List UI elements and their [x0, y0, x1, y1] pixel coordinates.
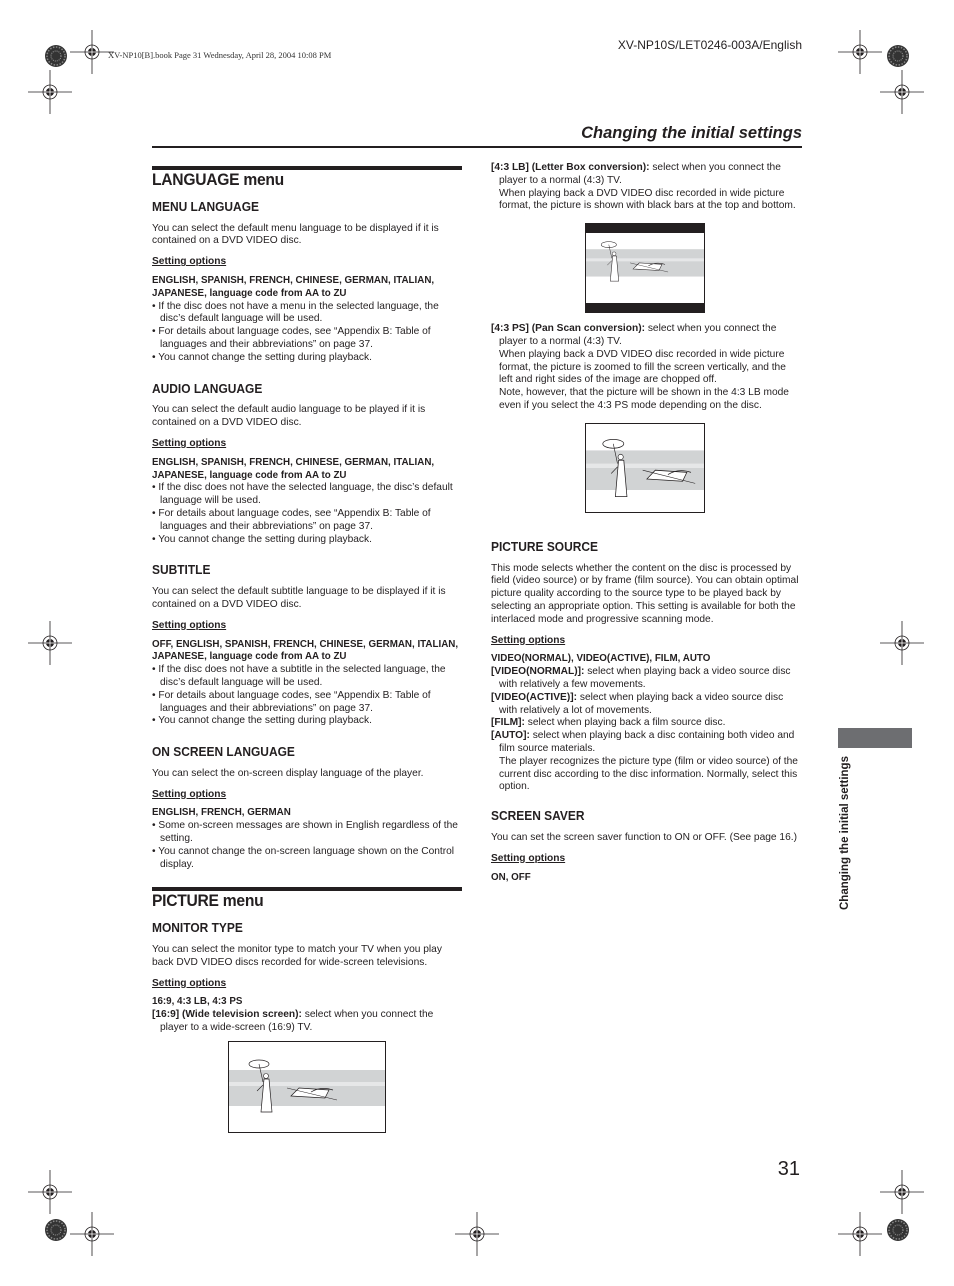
option-term: [AUTO]: — [491, 730, 530, 742]
list-item: • You cannot change the setting during playback. — [152, 352, 462, 365]
screen-saver-title: SCREEN SAVER — [491, 808, 585, 824]
option-description: select when you connect the player to a normal (4:3) TV. — [499, 323, 777, 347]
wide-screen-illustration — [228, 1041, 386, 1133]
on-screen-language-body: You can select the on-screen display language of the player. — [152, 767, 424, 779]
option-term: [4:3 PS] (Pan Scan conversion): — [491, 323, 645, 335]
audio-language-section — [152, 380, 462, 547]
option-term: [VIDEO(ACTIVE)]: — [491, 691, 578, 703]
on-screen-language-title: ON SCREEN LANGUAGE — [152, 744, 295, 760]
setting-options-heading: Setting options — [152, 788, 227, 800]
audio-language-body: You can select the default audio language to be played if it is contained on a DVD VIDEO disc. — [152, 404, 426, 429]
list-item: • For details about language codes, see “Appendix B: Table of languages and their abbreviations” on page 37. — [152, 508, 462, 534]
setting-options-values: 16:9, 4:3 LB, 4:3 PS — [152, 996, 243, 1008]
setting-options-heading: Setting options — [152, 619, 227, 631]
file-info: XV-NP10[B].book Page 31 Wednesday, April 28, 2004 10:08 PM — [108, 50, 332, 60]
subtitle-section — [152, 564, 462, 728]
list-item: • You cannot change the setting during playback. — [152, 715, 462, 728]
setting-options-heading: Setting options — [491, 634, 566, 646]
running-title: Changing the initial settings — [581, 124, 802, 142]
option-term: [VIDEO(NORMAL)]: — [491, 666, 585, 678]
list-item — [491, 666, 801, 692]
left-column — [152, 166, 462, 1133]
setting-options-heading: Setting options — [152, 256, 227, 268]
setting-options-heading: Setting options — [491, 852, 566, 864]
on-screen-language-section — [152, 746, 462, 871]
monitor-type-option-4-3-lb — [491, 162, 801, 213]
monitor-type-body: You can select the monitor type to match your TV when you play back DVD VIDEO discs recorded for wide-screen televisions. — [152, 944, 442, 968]
option-description: select when playing back a video source disc with relatively a lot of movements. — [499, 691, 784, 716]
setting-options-values: OFF, ENGLISH, SPANISH, FRENCH, CHINESE, GERMAN, ITALIAN, JAPANESE, language code from AA to ZU — [152, 638, 459, 663]
subtitle-title: SUBTITLE — [152, 562, 211, 578]
list-item: • For details about language codes, see “Appendix B: Table of languages and their abbreviations” on page 37. — [152, 326, 462, 352]
list-item: • You cannot change the on-screen language shown on the Control display. — [152, 846, 462, 872]
screen-saver-section — [491, 810, 801, 884]
setting-options-values: ON, OFF — [491, 871, 531, 883]
option-extra: When playing back a DVD VIDEO disc recorded in wide picture format, the picture is zoomed to fill the screen vertically, and the left and right sides of the image are chopped off. — [499, 348, 786, 386]
option-description: select when you connect the player to a normal (4:3) TV. — [499, 162, 781, 186]
monitor-type-section — [152, 922, 462, 1133]
page-number: 31 — [777, 1158, 800, 1180]
audio-language-notes — [152, 482, 462, 546]
picture-source-title: PICTURE SOURCE — [491, 538, 598, 554]
list-item: • Some on-screen messages are shown in English regardless of the setting. — [152, 820, 462, 846]
option-description: select when playing back a disc containing both video and film source materials. — [499, 730, 795, 754]
pan-scan-illustration — [585, 423, 705, 513]
setting-options-heading: Setting options — [152, 977, 227, 989]
monitor-type-title: MONITOR TYPE — [152, 920, 243, 936]
option-note: Note, however, that the picture will be shown in the 4:3 LB mode even if you select the 4:3 PS mode depending on the disc. — [499, 387, 789, 411]
monitor-type-option-16-9 — [152, 1009, 462, 1035]
option-term: [16:9] (Wide television screen): — [152, 1009, 302, 1021]
option-description: select when playing back a video source disc with relatively a few movements. — [499, 666, 791, 690]
header-rule — [152, 146, 802, 148]
setting-options-values: ENGLISH, FRENCH, GERMAN — [152, 807, 291, 819]
subtitle-notes — [152, 664, 462, 728]
menu-language-notes — [152, 301, 462, 365]
section-tab-label — [839, 756, 853, 920]
list-item: • If the disc does not have a subtitle in the selected language, the disc’s default language will be used. — [152, 664, 462, 690]
picture-source-options — [491, 666, 801, 794]
section-tab-text: Changing the initial settings — [839, 756, 851, 910]
option-description: select when you connect the player to a wide-screen (16:9) TV. — [160, 1009, 434, 1034]
on-screen-language-notes — [152, 820, 462, 871]
right-column — [491, 162, 801, 884]
list-item: • You cannot change the setting during playback. — [152, 534, 462, 547]
monitor-type-option-4-3-ps — [491, 323, 801, 413]
option-extra: When playing back a DVD VIDEO disc recorded in wide picture format, the picture is shown with black bars at the top and bottom. — [499, 187, 796, 212]
list-item — [491, 692, 801, 718]
document-code: XV-NP10S/LET0246-003A/English — [617, 38, 802, 52]
list-item — [491, 730, 801, 756]
menu-language-title: MENU LANGUAGE — [152, 198, 259, 214]
subtitle-body: You can select the default subtitle language to be displayed if it is contained on a DVD VIDEO disc. — [152, 586, 446, 610]
option-term: [4:3 LB] (Letter Box conversion): — [491, 162, 650, 173]
letterbox-illustration — [585, 223, 705, 313]
option-description: select when playing back a film source disc. — [524, 717, 726, 729]
language-menu-title: LANGUAGE menu — [152, 170, 284, 189]
screen-saver-body: You can set the screen saver function to ON or OFF. (See page 16.) — [491, 831, 797, 843]
picture-source-section — [491, 538, 801, 794]
section-tab — [838, 728, 912, 748]
picture-menu-title: PICTURE menu — [152, 891, 264, 911]
list-item — [491, 717, 801, 730]
setting-options-values: ENGLISH, SPANISH, FRENCH, CHINESE, GERMAN, ITALIAN, JAPANESE, language code from AA to ZU — [152, 274, 435, 299]
audio-language-title: AUDIO LANGUAGE — [152, 380, 263, 396]
list-item: • If the disc does not have the selected language, the disc’s default language will be used. — [152, 482, 462, 508]
option-term: [FILM]: — [491, 717, 525, 729]
list-item: • If the disc does not have a menu in the selected language, the disc’s default language will be used. — [152, 301, 462, 327]
menu-language-section — [152, 198, 462, 365]
menu-language-body: You can select the default menu language to be displayed if it is contained on a DVD VIDEO disc. — [152, 222, 439, 247]
setting-options-values: VIDEO(NORMAL), VIDEO(ACTIVE), FILM, AUTO — [491, 653, 711, 665]
picture-source-body: This mode selects whether the content on the disc is processed by field (video source) or by frame (film source). You can obtain optimal picture quality according to the source type to be played back by selecting an appropriate option. This setting is available for both the interlaced mode and progressive scanning mode. — [491, 562, 799, 625]
setting-options-heading: Setting options — [152, 437, 227, 449]
setting-options-values: ENGLISH, SPANISH, FRENCH, CHINESE, GERMAN, ITALIAN, JAPANESE, language code from AA to ZU — [152, 456, 435, 481]
option-extra: The player recognizes the picture type (film or video source) of the current disc according to the disc information. Normally, select this option. — [499, 755, 798, 793]
list-item: • For details about language codes, see “Appendix B: Table of languages and their abbreviations” on page 37. — [152, 690, 462, 716]
